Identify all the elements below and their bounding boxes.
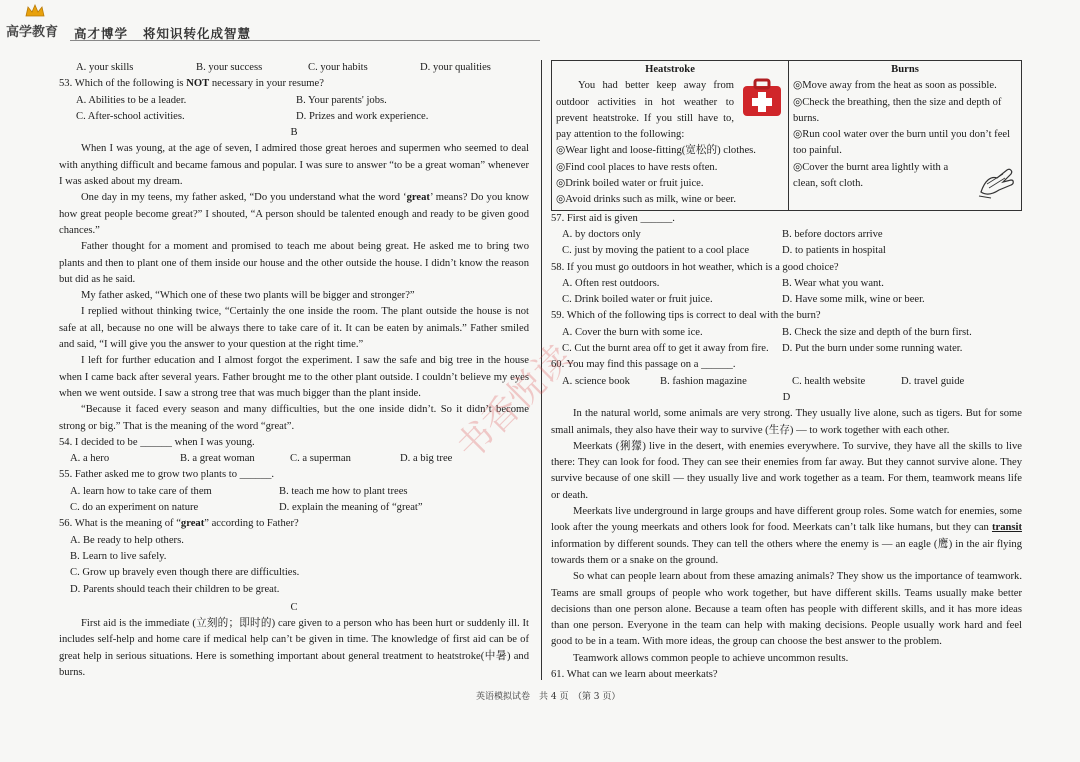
burns-tip: ◎Cover the burnt area lightly with a clean, soft cloth. bbox=[793, 161, 949, 190]
option: C. Cut the burnt area off to get it away from fire. bbox=[562, 343, 769, 355]
option: D. Put the burn under some running water. bbox=[782, 343, 963, 355]
paragraph: Meerkats (猁獴) live in the desert, with enemies everywhere. To survive, they have all the skills to live there: They can look for food. They can see their enemies from far away. But they cannot survive alone. They survive because of one skill — they usually live and work together as a team. For them, teamwork means life or death. bbox=[551, 440, 1022, 501]
option: B. Wear what you want. bbox=[782, 277, 884, 289]
crown-icon bbox=[25, 4, 45, 18]
option: C. do an experiment on nature bbox=[70, 502, 199, 514]
paragraph: I replied without thinking twice, “Certainly the one inside the room. The plant outside the house is not safe at all, because no one will be always there to take care of it. It can be eaten by animals.” Father smiled and said, “I will give you the answer to your question at the right time.” bbox=[59, 306, 529, 351]
option: A. by doctors only bbox=[562, 228, 641, 240]
first-aid-kit-icon bbox=[740, 78, 784, 118]
paragraph: Teamwork allows common people to achieve uncommon results. bbox=[573, 652, 849, 664]
heatstroke-tip: ◎Wear light and loose-fitting(宽松的) clothes. bbox=[556, 145, 756, 157]
paragraph: One day in my teens, my father asked, “Do you understand what the word ‘great’ means? Do you know how great people become great?” I shouted, “A person should be talented enough and ready to be given good chances.” bbox=[59, 192, 529, 236]
option: B. your success bbox=[196, 62, 263, 73]
q55-stem: 55. Father asked me to grow two plants to ______. bbox=[59, 469, 275, 481]
paragraph: Father thought for a moment and promised to teach me about being great. He asked me to bring two plants and then to plant one of them inside our house and the other outside the house. I didn’t know the reason but did as he said. bbox=[59, 241, 529, 285]
option: B. Learn to live safely. bbox=[70, 550, 167, 562]
heatstroke-tip: ◎Avoid drinks such as milk, wine or beer. bbox=[556, 194, 736, 206]
option: A. Be ready to help others. bbox=[70, 534, 184, 546]
q61-stem: 61. What can we learn about meerkats? bbox=[551, 668, 718, 680]
q57-stem: 57. First aid is given ______. bbox=[551, 212, 675, 224]
q57-options-row1 bbox=[551, 227, 1022, 243]
hand-bandage-icon bbox=[977, 162, 1017, 200]
left-column bbox=[59, 60, 529, 681]
q53-options-row2 bbox=[59, 109, 529, 125]
logo-text: 高学教育 bbox=[6, 25, 59, 40]
q58-options-row2 bbox=[551, 292, 1022, 308]
q59-options-row2 bbox=[551, 341, 1022, 357]
slogan-right: 将知识转化成智慧 bbox=[143, 26, 252, 41]
q59-stem: 59. Which of the following tips is correct to deal with the burn? bbox=[551, 310, 821, 322]
burns-tip: ◎Run cool water over the burn until you don’t feel too painful. bbox=[793, 129, 1011, 157]
paragraph: First aid is the immediate (立刻的；即时的) care given to a person who has been hurt or suddenly ill. It includes self-help and home care if medical help can’t be given in time. The knowledge of first aid can be of great help in serious situations. Here is something important about general treatment to heatstroke(中暑) and burns. bbox=[59, 618, 529, 678]
option: B. fashion magazine bbox=[660, 375, 747, 387]
option: D. Have some milk, wine or beer. bbox=[782, 294, 925, 306]
q56-stem: 56. What is the meaning of “great” according to Father? bbox=[59, 518, 299, 530]
paragraph: I left for further education and I almost forgot the experiment. I saw the safe and big tree in the house when I came back after several years. Father brought me to the other plant outside. I couldn’t believe my eyes when we went outside. I saw a strong tree that was much bigger than the plant inside. bbox=[59, 355, 529, 399]
header-rule bbox=[70, 40, 540, 41]
watermark: 书香悦读 bbox=[448, 337, 580, 469]
option: B. before doctors arrive bbox=[782, 228, 883, 240]
burns-tip: ◎Move away from the heat as soon as possible. bbox=[793, 80, 997, 92]
q53-stem: 53. Which of the following is NOT necessary in your resume? bbox=[59, 78, 324, 90]
burns-tip: ◎Check the breathing, then the size and depth of burns. bbox=[793, 96, 1002, 124]
heatstroke-intro: You had better keep away from outdoor activities in hot weather to prevent heatstroke. If you still have to, pay attention to the following: bbox=[556, 80, 734, 141]
option: B. Check the size and depth of the burn first. bbox=[782, 326, 972, 338]
q57-options-row2 bbox=[551, 243, 1022, 259]
option: B. teach me how to plant trees bbox=[279, 485, 408, 497]
option: A. learn how to take care of them bbox=[70, 485, 212, 497]
option: A. your skills bbox=[76, 62, 134, 73]
option: D. explain the meaning of “great” bbox=[279, 502, 423, 514]
heatstroke-heading: Heatstroke bbox=[645, 64, 695, 75]
section-d-heading: D bbox=[782, 391, 791, 403]
first-aid-table bbox=[551, 60, 1022, 211]
option: D. your qualities bbox=[420, 62, 491, 73]
option: C. just by moving the patient to a cool place bbox=[562, 245, 750, 257]
option: D. Parents should teach their children to be great. bbox=[70, 583, 280, 595]
q59-options-row1 bbox=[551, 325, 1022, 341]
q54-options bbox=[59, 451, 529, 467]
paragraph: Meerkats live underground in large groups and have different group roles. Some watch for enemies, some look after the young meerkats and others look for food. Meerkats can’t talk like humans, but they can transit information by different sounds. They can tell the others where the enemy is — an eagle (鹰) in the air flying towards them or a snake on the ground. bbox=[551, 506, 1022, 566]
heatstroke-tip: ◎Drink boiled water or fruit juice. bbox=[556, 178, 704, 190]
option: B. Your parents' jobs. bbox=[296, 94, 387, 106]
section-b-heading: B bbox=[290, 127, 298, 139]
option: D. travel guide bbox=[901, 375, 965, 387]
option: C. your habits bbox=[308, 62, 368, 73]
paragraph: In the natural world, some animals are very strong. They usually live alone, such as tigers. But for some small animals, they also have their way to survive (生存) — to work together with each other. bbox=[551, 408, 1022, 436]
paragraph: So what can people learn about from these amazing animals? They show us the importance of teamwork. Teams are small groups of people who work together, but have different skills. Teams usually make better decisions than one person alone. Because a team often has people with different skills, and it has more ideas than one person. Everyone in the team can help with making decisions. People usually work hard and feel good to be in a team. With more ideas, the group can choose the best answer to the problem. bbox=[551, 571, 1022, 648]
right-column bbox=[551, 60, 1022, 683]
burns-cell bbox=[789, 61, 1022, 211]
option: D. Prizes and work experience. bbox=[296, 110, 429, 122]
paragraph: “Because it faced every season and many difficulties, but the one inside didn’t. So it didn’t become strong or big.” That is the meaning of the word “great”. bbox=[59, 404, 529, 432]
option: D. to patients in hospital bbox=[782, 245, 886, 257]
option: B. a great woman bbox=[180, 453, 255, 465]
page-footer: 英语模拟试卷 共 4 页 （第 3 页） bbox=[476, 692, 621, 702]
option: A. Often rest outdoors. bbox=[562, 277, 660, 289]
q53-options-row1 bbox=[59, 93, 529, 109]
option: A. science book bbox=[562, 375, 630, 387]
option: C. a superman bbox=[290, 453, 351, 465]
burns-heading: Burns bbox=[891, 64, 919, 75]
q58-options-row1 bbox=[551, 276, 1022, 292]
option: C. Drink boiled water or fruit juice. bbox=[562, 294, 713, 306]
option: A. Abilities to be a leader. bbox=[76, 94, 187, 106]
q60-stem: 60. You may find this passage on a ______. bbox=[551, 359, 736, 371]
heatstroke-cell bbox=[552, 61, 789, 211]
option: A. a hero bbox=[70, 453, 110, 465]
option: C. Grow up bravely even though there are difficulties. bbox=[70, 567, 300, 579]
q60-options bbox=[551, 374, 1022, 390]
section-c-heading: C bbox=[290, 601, 298, 613]
heatstroke-tip: ◎Find cool places to have rests often. bbox=[556, 161, 718, 173]
option: A. Cover the burn with some ice. bbox=[562, 326, 703, 338]
option: C. After-school activities. bbox=[76, 110, 185, 122]
logo bbox=[6, 4, 64, 38]
q54-stem: 54. I decided to be ______ when I was young. bbox=[59, 436, 255, 448]
paragraph: When I was young, at the age of seven, I admired those great heroes and supermen who seemed to deal with anything difficult and became famous and popular. I was sure to answer “to be a great woman” whenever I was asked about my dream. bbox=[59, 143, 529, 188]
option: D. a big tree bbox=[400, 453, 453, 465]
paragraph: My father asked, “Which one of these two plants will be bigger and stronger?” bbox=[81, 290, 415, 302]
q52-options bbox=[59, 60, 529, 76]
q58-stem: 58. If you must go outdoors in hot weather, which is a good choice? bbox=[551, 261, 839, 273]
q55-options-row1 bbox=[59, 484, 529, 500]
slogan-left: 高才博学 bbox=[74, 26, 129, 41]
option: C. health website bbox=[792, 375, 866, 387]
q55-options-row2 bbox=[59, 500, 529, 516]
